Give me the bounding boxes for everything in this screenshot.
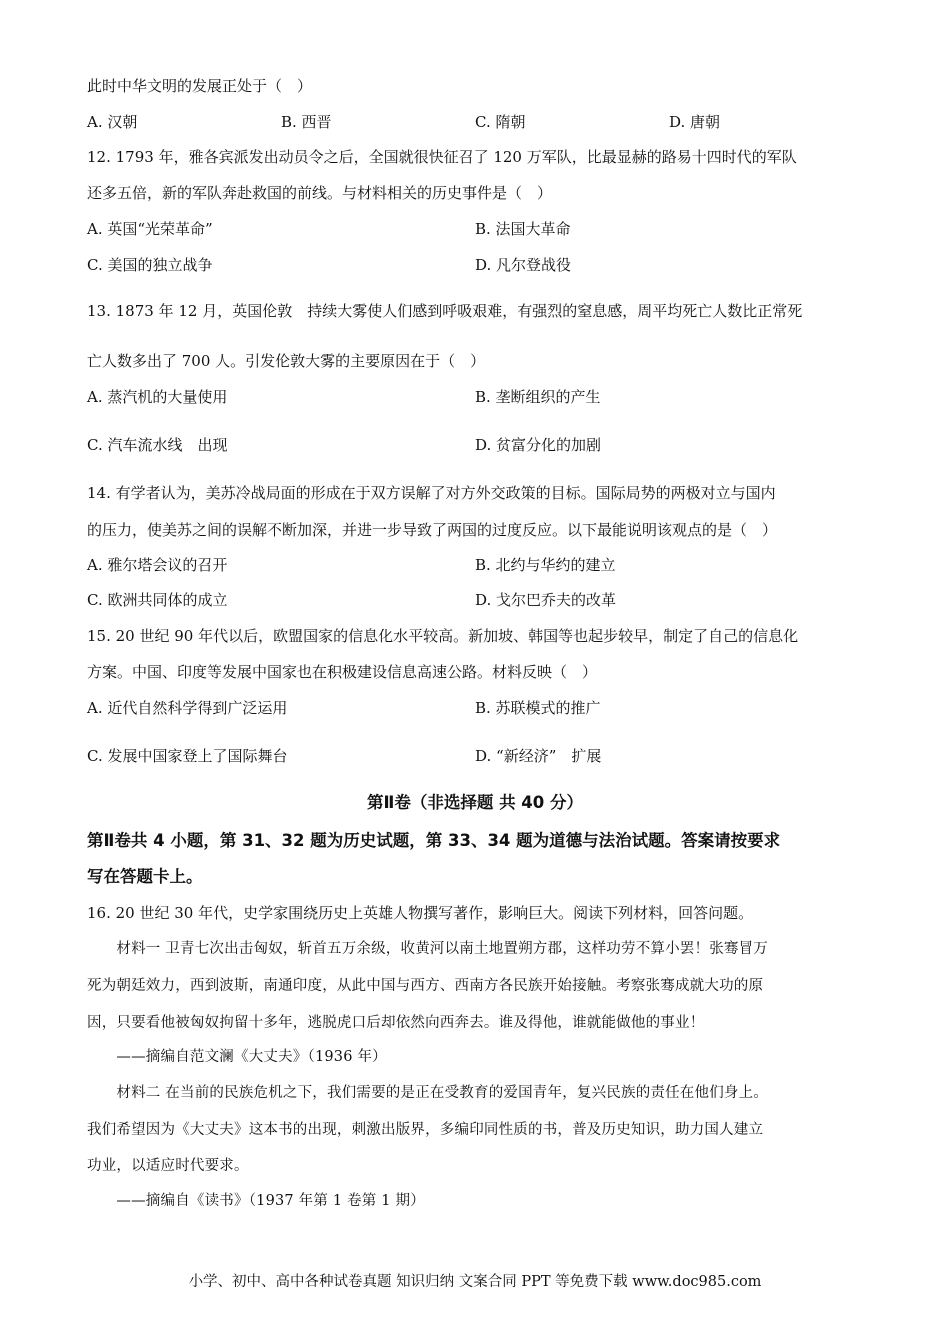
- material-2-line-3: 功业，以适应时代要求。: [87, 1158, 249, 1174]
- option-c: C. 隋朝: [475, 113, 526, 131]
- section-instruction-line-1: 第Ⅱ卷共 4 小题，第 31、32 题为历史试题，第 33、34 题为道德与法治试题。答案请按要求: [87, 831, 781, 850]
- q14-option-a: A. 雅尔塔会议的召开: [87, 556, 228, 574]
- q14-option-d: D. 戈尔巴乔夫的改革: [475, 591, 617, 609]
- material-2-source: ——摘编自《读书》（1937 年第 1 卷第 1 期）: [87, 1193, 425, 1209]
- section-instruction-line-2: 写在答题卡上。: [87, 867, 203, 886]
- option-d: D. 唐朝: [669, 113, 721, 131]
- q15-option-a: A. 近代自然科学得到广泛运用: [87, 699, 288, 717]
- page-footer: 小学、初中、高中各种试卷真题 知识归纳 文案合同 PPT 等免费下载 www.doc985.com: [188, 1274, 762, 1290]
- material-1-line-3: 因，只要看他被匈奴拘留十多年，逃脱虎口后却依然向西奔去。谁及得他，谁就能做他的事业！: [87, 1015, 705, 1031]
- q13-option-b: B. 垄断组织的产生: [475, 388, 601, 406]
- q13-option-c: C. 汽车流水线 出现: [87, 436, 228, 454]
- q15-line-1: 15. 20 世纪 90 年代以后，欧盟国家的信息化水平较高。新加坡、韩国等也起步较早，制定了自己的信息化: [87, 627, 799, 645]
- material-2-line-2: 我们希望因为《大丈夫》这本书的出现，刺激出版界，多编印同性质的书，普及历史知识，助力国人建立: [87, 1122, 764, 1138]
- material-1-line-1: 材料一 卫青七次出击匈奴，斩首五万余级，收黄河以南土地置朔方郡，这样功劳不算小罢！张骞冒万: [87, 941, 769, 957]
- q13-line-1: 13. 1873 年 12 月，英国伦敦 持续大雾使人们感到呼吸艰难，有强烈的窒息感，周平均死亡人数比正常死: [87, 302, 803, 320]
- material-2-line-1: 材料二 在当前的民族危机之下，我们需要的是正在受教育的爱国青年，复兴民族的责任在他们身上。: [87, 1085, 769, 1101]
- q14-line-1: 14. 有学者认为，美苏冷战局面的形成在于双方误解了对方外交政策的目标。国际局势的两极对立与国内: [87, 484, 776, 502]
- question-stem-line: 此时中华文明的发展正处于（ ）: [87, 77, 313, 95]
- option-b: B. 西晋: [281, 113, 332, 131]
- option-a: A. 汉朝: [87, 113, 138, 131]
- q16-stem: 16. 20 世纪 30 年代，史学家围绕历史上英雄人物撰写著作，影响巨大。阅读下列材料，回答问题。: [87, 904, 754, 922]
- q13-option-d: D. 贫富分化的加剧: [475, 436, 602, 454]
- q12-option-d: D. 凡尔登战役: [475, 256, 572, 274]
- q14-option-c: C. 欧洲共同体的成立: [87, 591, 228, 609]
- q12-line-1: 12. 1793 年，雅各宾派发出动员令之后，全国就很快征召了 120 万军队，比最显赫的路易十四时代的军队: [87, 148, 797, 166]
- q13-option-a: A. 蒸汽机的大量使用: [87, 388, 228, 406]
- q14-line-2: 的压力，使美苏之间的误解不断加深，并进一步导致了两国的过度反应。以下最能说明该观点的是（ ）: [87, 521, 778, 539]
- material-1-line-2: 死为朝廷效力，西到波斯，南通印度，从此中国与西方、西南方各民族开始接触。考察张骞成就大功的原: [87, 978, 764, 994]
- q15-option-d: D. “新经济” 扩展: [475, 747, 602, 765]
- q12-option-a: A. 英国“光荣革命”: [87, 220, 213, 238]
- q13-line-2: 亡人数多出了 700 人。引发伦敦大雾的主要原因在于（ ）: [87, 352, 486, 370]
- q15-line-2: 方案。中国、印度等发展中国家也在积极建设信息高速公路。材料反映（ ）: [87, 663, 598, 681]
- material-1-source: ——摘编自范文澜《大丈夫》（1936 年）: [87, 1049, 387, 1065]
- q12-line-2: 还多五倍，新的军队奔赴救国的前线。与材料相关的历史事件是（ ）: [87, 184, 553, 202]
- q15-option-c: C. 发展中国家登上了国际舞台: [87, 747, 288, 765]
- q15-option-b: B. 苏联模式的推广: [475, 699, 601, 717]
- section-title: 第Ⅱ卷（非选择题 共 40 分）: [366, 793, 584, 812]
- q12-option-b: B. 法国大革命: [475, 220, 571, 238]
- q14-option-b: B. 北约与华约的建立: [475, 556, 616, 574]
- q12-option-c: C. 美国的独立战争: [87, 256, 213, 274]
